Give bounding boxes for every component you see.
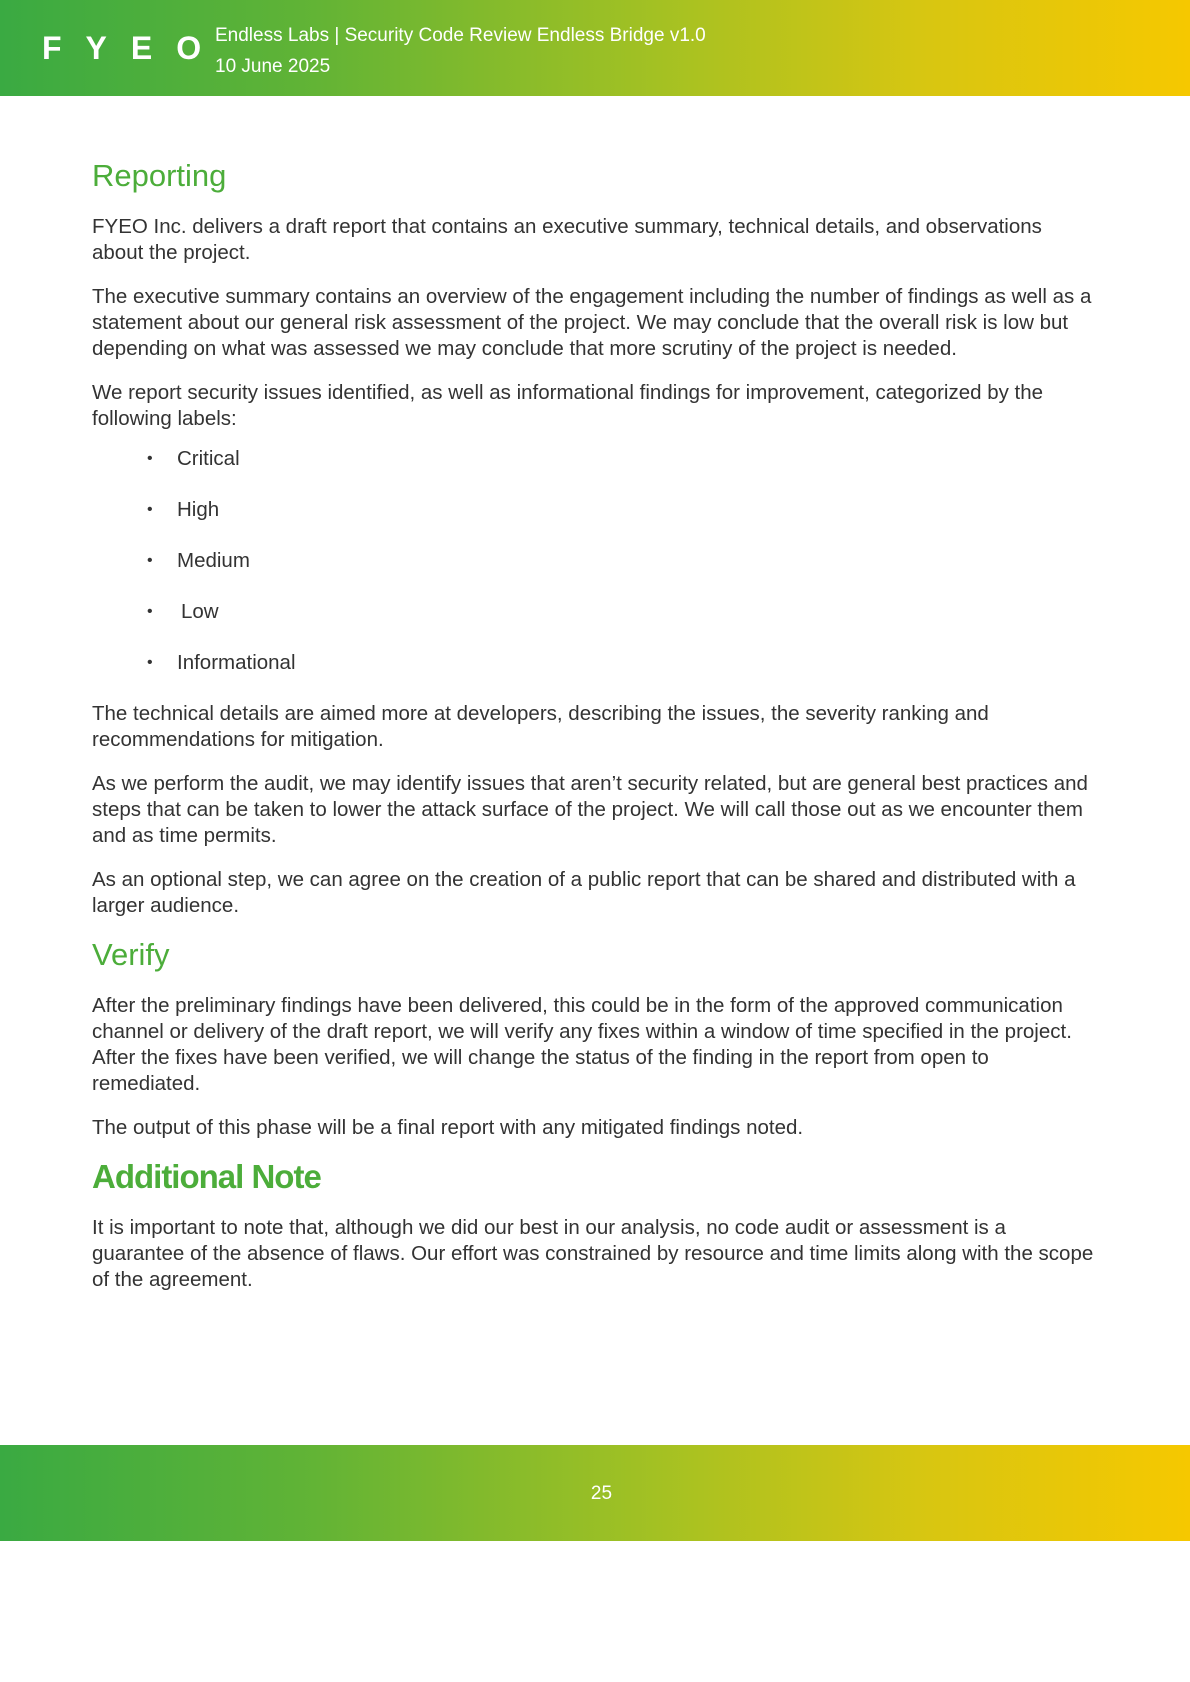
reporting-paragraph-2: The executive summary contains an overview of the engagement including the number of findings as well as a statement about our general risk assessment of the project. We may conclude that the overall risk is low but depending on what was assessed we may conclude that more scrutiny of the project is needed. [92, 285, 1092, 360]
severity-label: Low [181, 600, 219, 623]
verify-paragraph-2: The output of this phase will be a final report with any mitigated findings noted. [92, 1116, 804, 1139]
additional-note-paragraph: It is important to note that, although we did our best in our analysis, no code audit or assessment is a guarantee of the absence of flaws. Our effort was constrained by resource and time limits along with the scope of the agreement. [92, 1216, 1094, 1291]
document-date: 10 June 2025 [215, 56, 331, 77]
fyeo-logo: FYEO [42, 30, 226, 66]
page-number: 25 [590, 1483, 613, 1504]
bullet-icon: • [147, 654, 153, 671]
severity-label: Informational [177, 651, 296, 674]
reporting-paragraph-5: As we perform the audit, we may identify issues that aren’t security related, but are general best practices and steps that can be taken to lower the attack surface of the project. We will call those out as we encounter them and as time permits. [92, 772, 1088, 847]
reporting-paragraph-4: The technical details are aimed more at developers, describing the issues, the severity ranking and recommendations for mitigation. [92, 702, 989, 751]
list-item-medium [147, 548, 1097, 574]
verify-paragraph-1: After the preliminary findings have been delivered, this could be in the form of the approved communication channel or delivery of the draft report, we will verify any fixes within a window of time specified in the project. After the fixes have been verified, we will change the status of the finding in the report from open to remediated. [92, 994, 1072, 1095]
reporting-paragraph-6: As an optional step, we can agree on the creation of a public report that can be shared and distributed with a larger audience. [92, 868, 1076, 917]
verify-heading: Verify [92, 937, 170, 972]
header-meta [215, 20, 706, 82]
page-header [0, 0, 1190, 96]
list-item-informational [147, 650, 1097, 676]
severity-label: Critical [177, 447, 240, 470]
page-content [92, 140, 1097, 1293]
document-title: Endless Labs | Security Code Review Endless Bridge v1.0 [215, 25, 706, 46]
bullet-icon: • [147, 552, 153, 569]
reporting-paragraph-3: We report security issues identified, as well as informational findings for improvement, categorized by the following labels: [92, 381, 1044, 430]
severity-label-list [92, 446, 1097, 676]
list-item-high [147, 497, 1097, 523]
bullet-icon: • [147, 603, 153, 620]
severity-label: High [177, 498, 220, 521]
list-item-critical [147, 446, 1097, 472]
list-item-low [147, 599, 1097, 625]
severity-label: Medium [177, 549, 250, 572]
reporting-paragraph-1: FYEO Inc. delivers a draft report that contains an executive summary, technical details, and observations about the project. [92, 215, 1042, 264]
additional-note-heading: Additional Note [92, 1158, 321, 1195]
bullet-icon: • [147, 501, 153, 518]
reporting-heading: Reporting [92, 158, 227, 193]
bullet-icon: • [147, 450, 153, 467]
page-footer [0, 1445, 1190, 1541]
